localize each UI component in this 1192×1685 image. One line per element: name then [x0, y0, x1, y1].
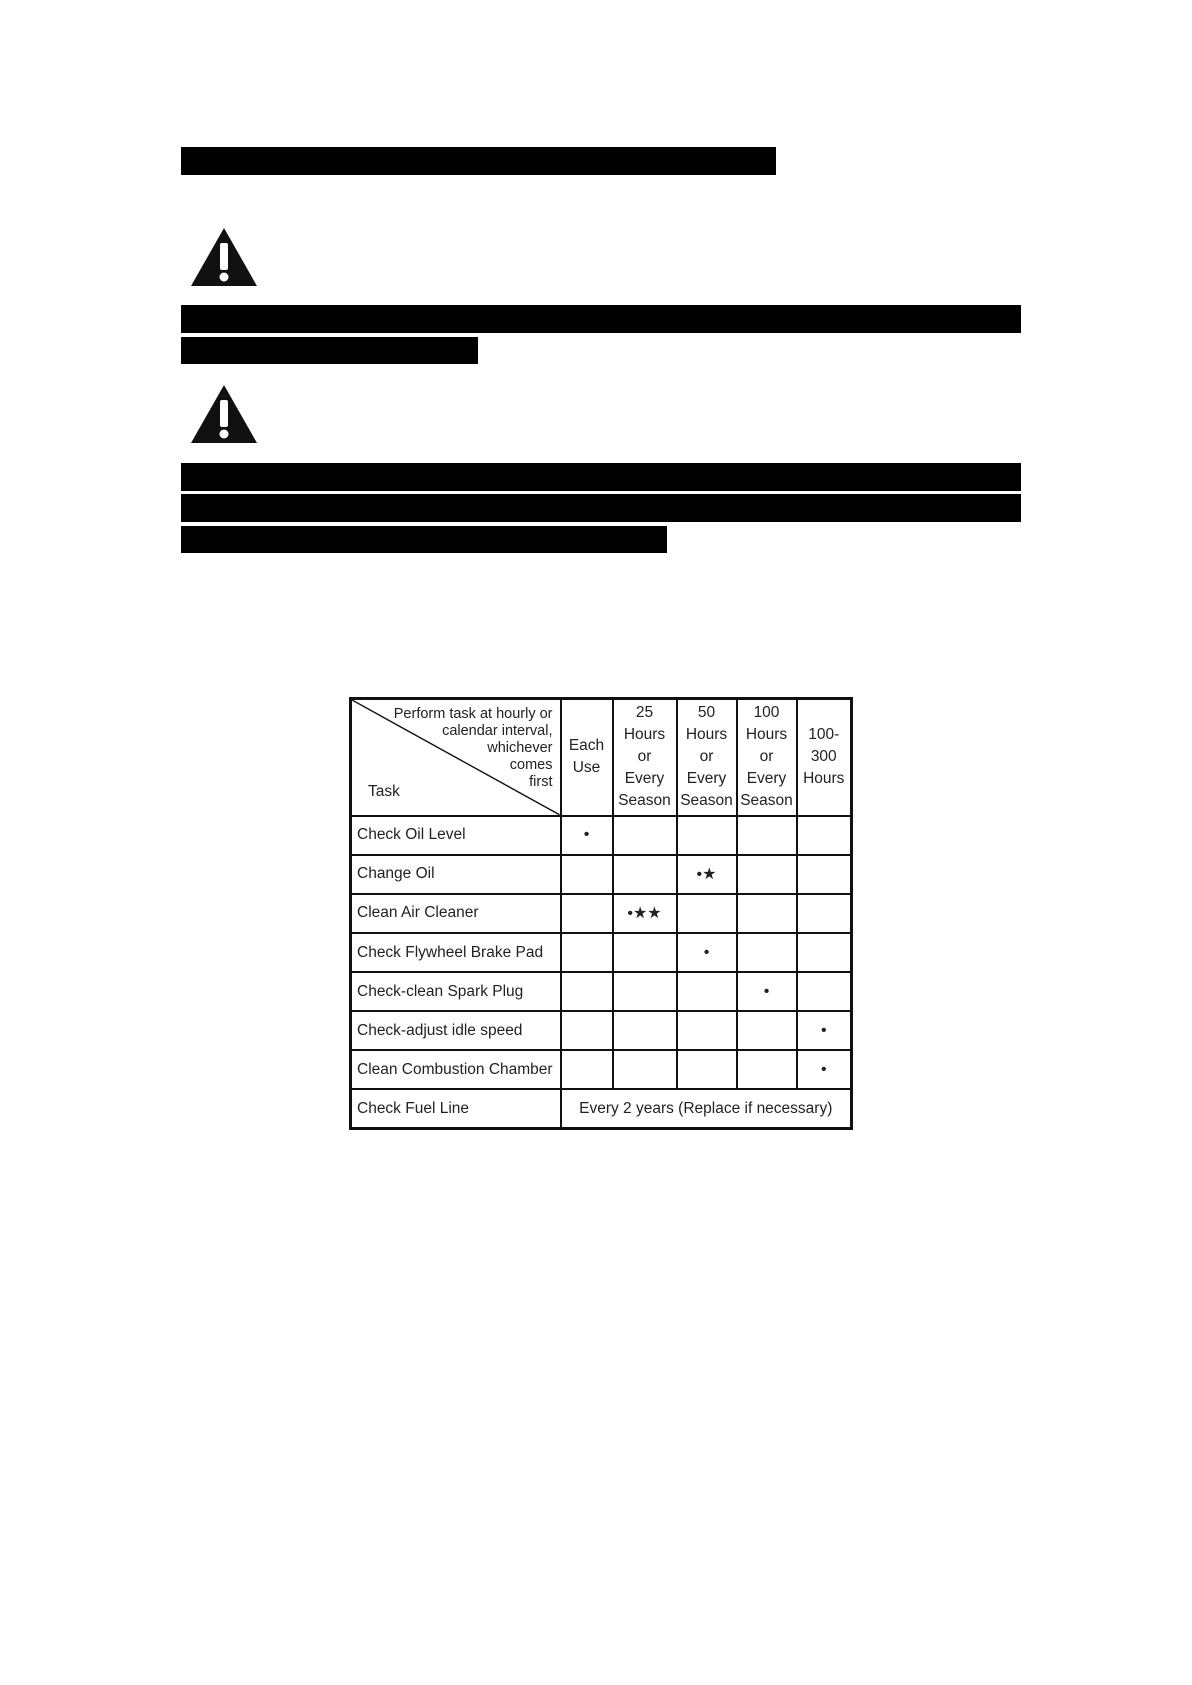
schedule-mark	[613, 1011, 677, 1050]
schedule-mark	[613, 933, 677, 972]
task-name: Check Oil Level	[351, 816, 561, 855]
schedule-mark	[737, 855, 797, 894]
column-header-each-use: Each Use	[561, 699, 613, 816]
schedule-mark: •★★	[613, 894, 677, 933]
schedule-mark: •	[797, 1011, 852, 1050]
maintenance-schedule-table	[349, 697, 853, 1130]
schedule-mark	[613, 816, 677, 855]
schedule-mark	[737, 933, 797, 972]
table-corner-header	[351, 699, 561, 816]
task-name: Check-clean Spark Plug	[351, 972, 561, 1011]
column-header-25-hours: 25 Hours or Every Season	[613, 699, 677, 816]
schedule-mark	[797, 816, 852, 855]
table-row	[351, 933, 852, 972]
schedule-mark: •	[677, 933, 737, 972]
warning-triangle-icon	[189, 226, 259, 288]
schedule-mark	[561, 933, 613, 972]
schedule-mark	[677, 972, 737, 1011]
task-name: Check-adjust idle speed	[351, 1011, 561, 1050]
task-name: Check Fuel Line	[351, 1089, 561, 1128]
schedule-mark	[677, 894, 737, 933]
task-column-label: Task	[368, 782, 400, 800]
schedule-mark	[677, 1011, 737, 1050]
redacted-caution-text-line-3	[181, 526, 667, 553]
table-row	[351, 816, 852, 855]
schedule-mark	[737, 894, 797, 933]
column-header-100-hours: 100 Hours or Every Season	[737, 699, 797, 816]
schedule-mark	[797, 894, 852, 933]
schedule-mark: •	[561, 816, 613, 855]
schedule-mark	[797, 933, 852, 972]
schedule-mark	[561, 1050, 613, 1089]
schedule-mark	[737, 816, 797, 855]
table-row	[351, 972, 852, 1011]
schedule-mark	[561, 894, 613, 933]
schedule-mark	[561, 1011, 613, 1050]
warning-triangle-icon	[189, 383, 259, 445]
interval-instruction: Perform task at hourly or calendar interval, whichever comes first	[393, 706, 553, 790]
table-row	[351, 894, 852, 933]
schedule-mark	[561, 972, 613, 1011]
schedule-mark	[561, 855, 613, 894]
schedule-mark	[613, 1050, 677, 1089]
schedule-mark	[737, 1011, 797, 1050]
schedule-mark	[677, 1050, 737, 1089]
redacted-caution-text-line-1	[181, 463, 1021, 491]
table-header-row	[351, 699, 852, 816]
redacted-caution-text-line-2	[181, 494, 1021, 522]
schedule-mark	[677, 816, 737, 855]
task-name: Clean Combustion Chamber	[351, 1050, 561, 1089]
task-name: Check Flywheel Brake Pad	[351, 933, 561, 972]
column-header-50-hours: 50 Hours or Every Season	[677, 699, 737, 816]
schedule-mark: •	[737, 972, 797, 1011]
schedule-mark	[737, 1050, 797, 1089]
schedule-mark	[613, 855, 677, 894]
table-row	[351, 1011, 852, 1050]
schedule-mark: •	[797, 1050, 852, 1089]
task-name: Clean Air Cleaner	[351, 894, 561, 933]
fuel-line-interval-note: Every 2 years (Replace if necessary)	[561, 1089, 852, 1128]
redacted-warning-text-line-2	[181, 337, 478, 364]
redacted-warning-text-line-1	[181, 305, 1021, 333]
schedule-mark	[613, 972, 677, 1011]
table-row	[351, 1089, 852, 1128]
schedule-mark	[797, 972, 852, 1011]
schedule-mark: •★	[677, 855, 737, 894]
schedule-mark	[797, 855, 852, 894]
table-row	[351, 855, 852, 894]
redacted-heading	[181, 147, 776, 175]
table-row	[351, 1050, 852, 1089]
column-header-100-300-hours: 100- 300 Hours	[797, 699, 852, 816]
task-name: Change Oil	[351, 855, 561, 894]
